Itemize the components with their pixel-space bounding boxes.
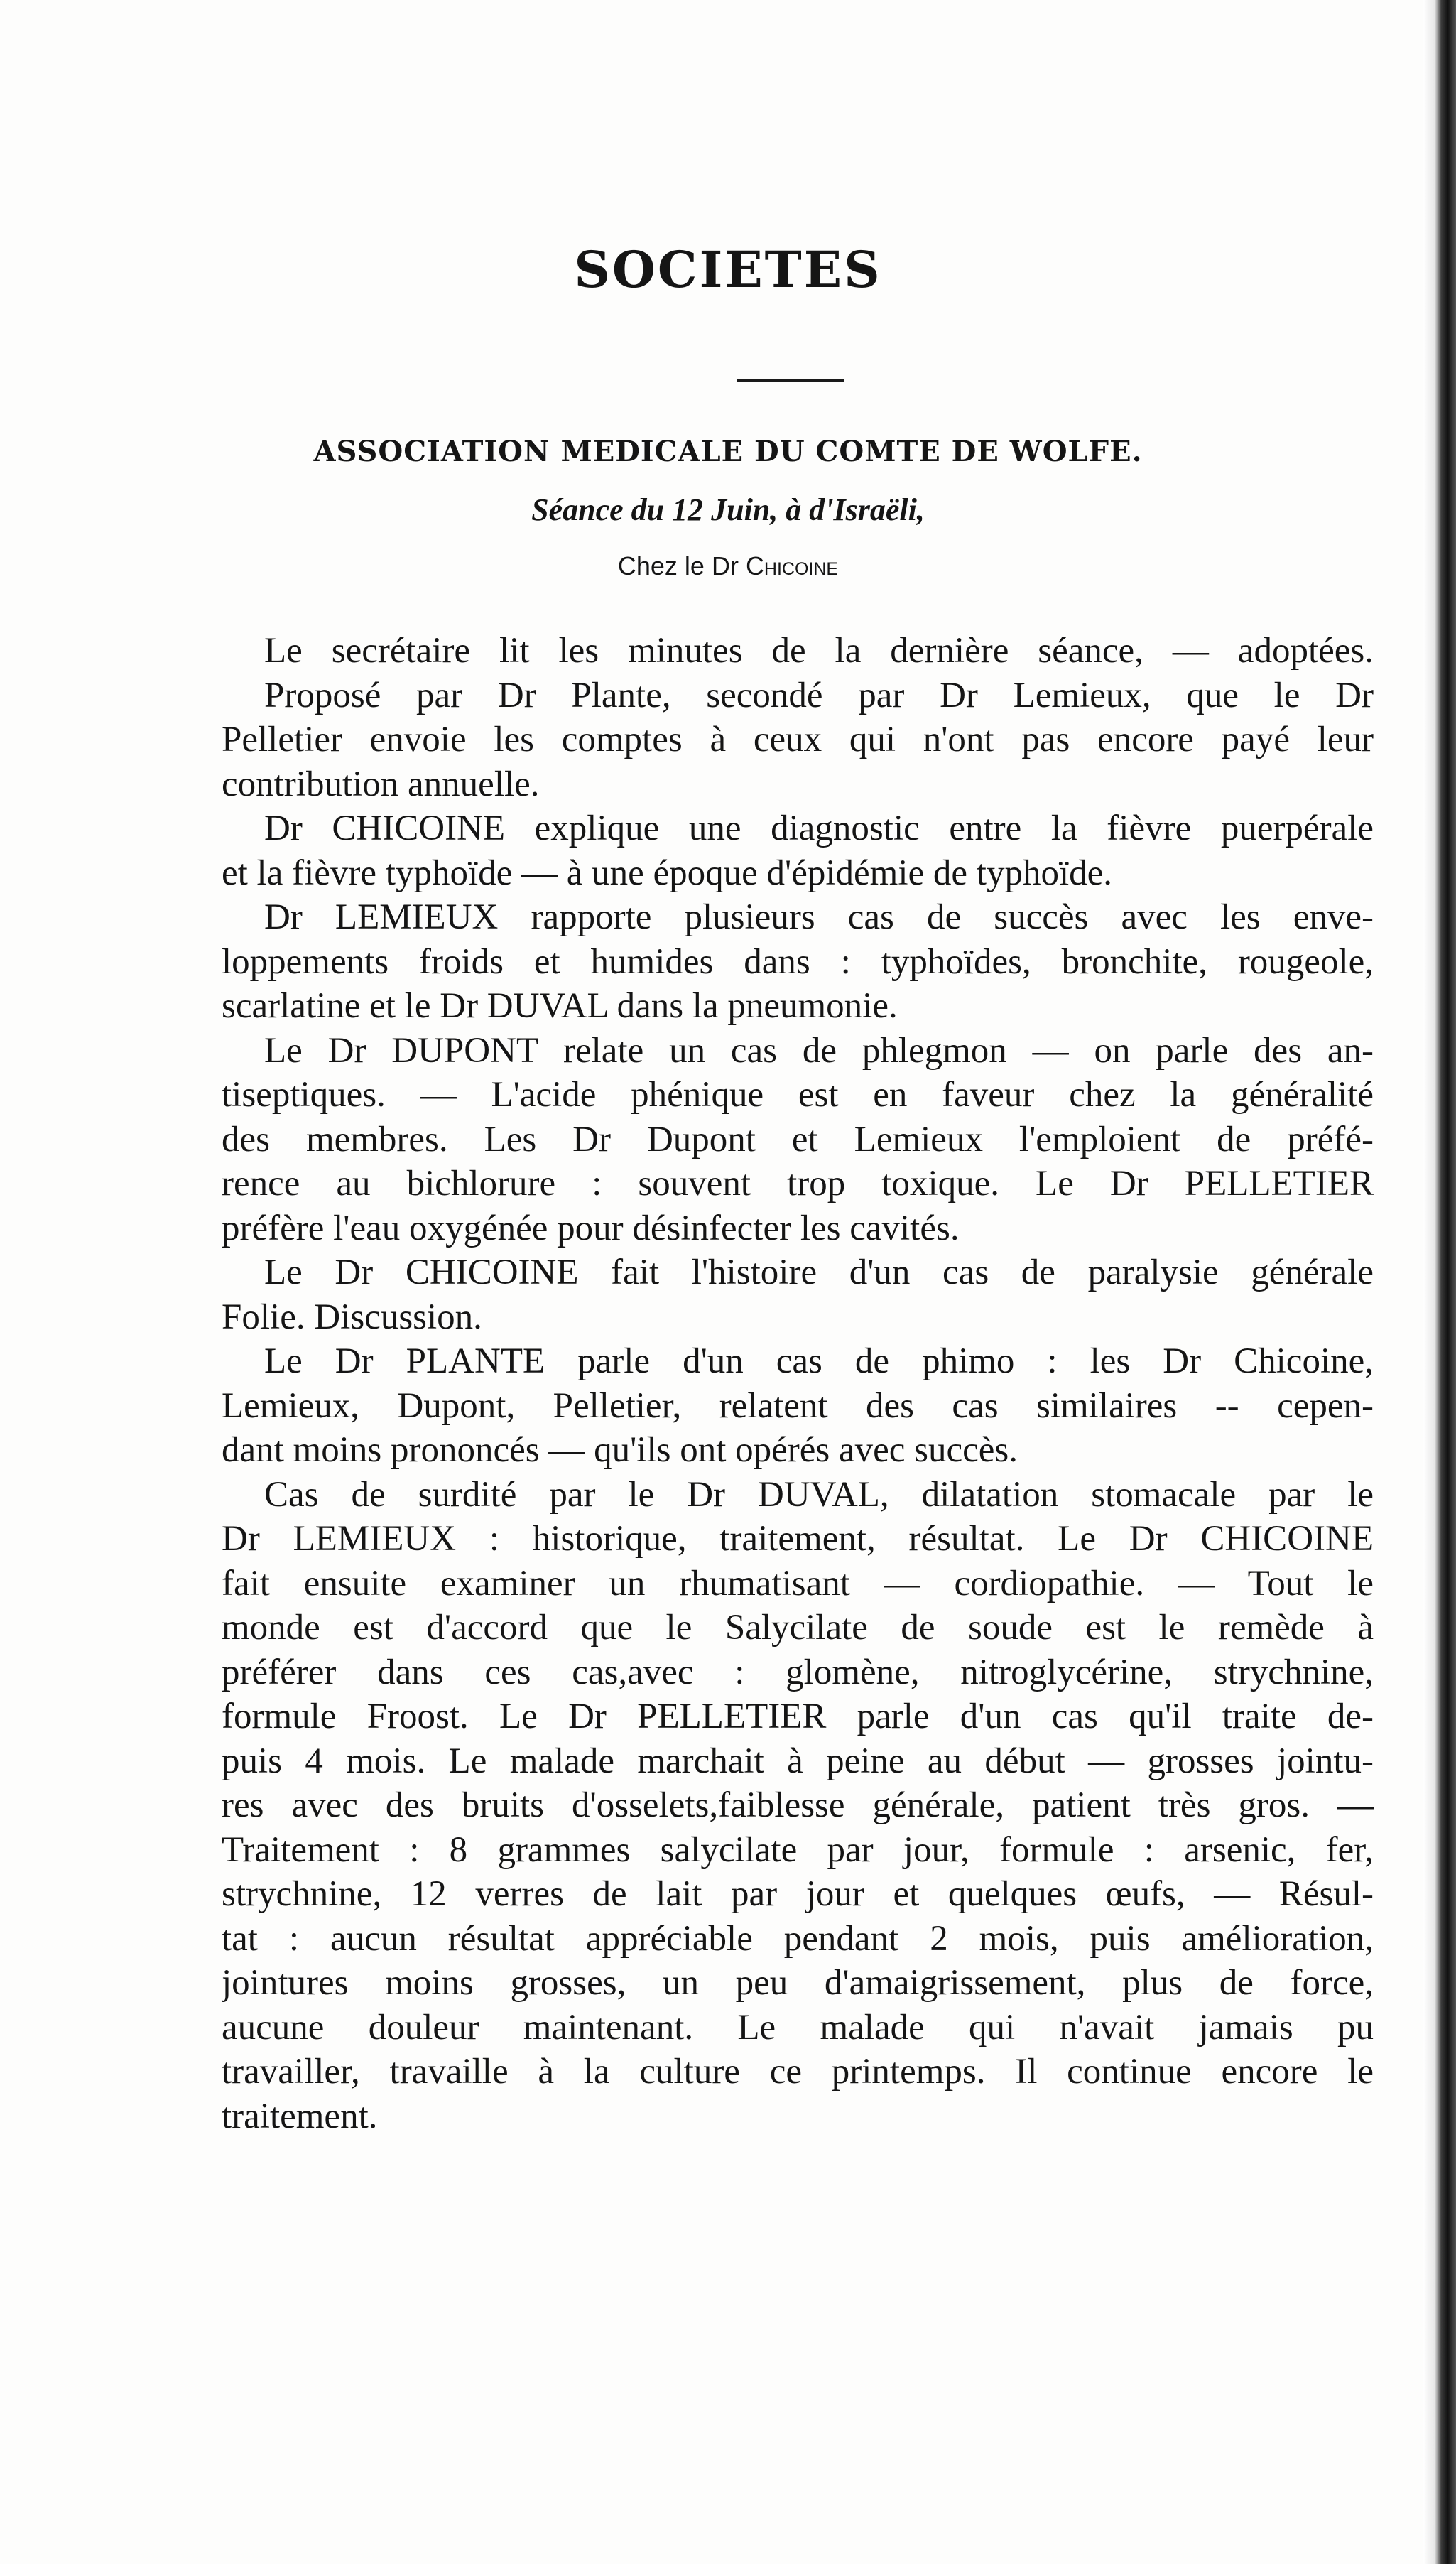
text-line: Dr LEMIEUX : historique, traitement, résultat. Le Dr CHICOINE (222, 1519, 1374, 1559)
text-line: tiseptiques. — L'acide phénique est en faveur chez la généralité (222, 1075, 1374, 1115)
text-line: des membres. Les Dr Dupont et Lemieux l'emploient de préfé- (222, 1119, 1374, 1159)
seance-subheading: Séance du 12 Juin, à d'Israëli, (531, 492, 925, 527)
text-line: puis 4 mois. Le malade marchait à peine au début — grosses jointu- (222, 1741, 1374, 1781)
text-line: dant moins prononcés — qu'ils ont opérés avec succès. (222, 1430, 1018, 1470)
text-line: travailler, travaille à la culture ce printemps. Il continue encore le (222, 2052, 1374, 2092)
text-line: contribution annuelle. (222, 764, 540, 804)
host-line (0, 551, 1456, 581)
page-edge-shadow (1423, 0, 1456, 2564)
host-name: Chicoine (745, 551, 839, 580)
text-line: res avec des bruits d'osselets,faiblesse générale, patient très gros. — (222, 1785, 1374, 1825)
text-line: traitement. (222, 2096, 378, 2136)
text-line: rence au bichlorure : souvent trop toxique. Le Dr PELLETIER (222, 1164, 1374, 1203)
text-line: Dr LEMIEUX rapporte plusieurs cas de succès avec les enve- (264, 897, 1374, 937)
text-line: jointures moins grosses, un peu d'amaigrissement, plus de force, (222, 1963, 1374, 2003)
text-line: strychnine, 12 verres de lait par jour et quelques œufs, — Résul- (222, 1874, 1374, 1914)
text-line: Traitement : 8 grammes salycilate par jour, formule : arsenic, fer, (222, 1829, 1374, 1870)
title-divider (737, 379, 844, 382)
text-line: Le secrétaire lit les minutes de la dernière séance, — adoptées. (264, 631, 1374, 671)
text-line: Cas de surdité par le Dr DUVAL, dilatation stomacale par le (264, 1474, 1374, 1515)
text-line: préfère l'eau oxygénée pour désinfecter les cavités. (222, 1208, 960, 1248)
host-prefix: Chez le Dr (617, 551, 746, 580)
text-line: Lemieux, Dupont, Pelletier, relatent des cas similaires -- cepen- (222, 1385, 1374, 1426)
text-line: préférer dans ces cas,avec : glomène, nitroglycérine, strychnine, (222, 1652, 1374, 1692)
text-line: Le Dr PLANTE parle d'un cas de phimo : les Dr Chicoine, (264, 1341, 1374, 1381)
text-line: loppements froids et humides dans : typhoïdes, bronchite, rougeole, (222, 941, 1374, 982)
association-heading: ASSOCIATION MEDICALE DU COMTE DE WOLFE. (313, 435, 1143, 468)
text-line: Le Dr CHICOINE fait l'histoire d'un cas de paralysie générale (264, 1253, 1374, 1292)
text-line: Dr CHICOINE explique une diagnostic entre la fièvre puerpérale (264, 808, 1374, 848)
minutes-body (222, 629, 1374, 2138)
text-line: monde est d'accord que le Salycilate de soude est le remède à (222, 1608, 1374, 1648)
text-line: fait ensuite examiner un rhumatisant — cordiopathie. — Tout le (222, 1563, 1374, 1603)
page-title: SOCIETES (574, 240, 882, 299)
text-line: tat : aucun résultat appréciable pendant 2 mois, puis amélioration, (222, 1918, 1374, 1959)
text-line: formule Froost. Le Dr PELLETIER parle d'un cas qu'il traite de- (222, 1697, 1374, 1736)
text-line: et la fièvre typhoïde — à une époque d'épidémie de typhoïde. (222, 853, 1113, 893)
text-line: Le Dr DUPONT relate un cas de phlegmon — on parle des an- (264, 1030, 1374, 1071)
text-line: aucune douleur maintenant. Le malade qui n'avait jamais pu (222, 2007, 1374, 2048)
text-line: Folie. Discussion. (222, 1297, 482, 1337)
text-line: Pelletier envoie les comptes à ceux qui n'ont pas encore payé leur (222, 720, 1374, 759)
text-line: Proposé par Dr Plante, secondé par Dr Lemieux, que le Dr (264, 675, 1374, 715)
text-line: scarlatine et le Dr DUVAL dans la pneumonie. (222, 986, 898, 1026)
